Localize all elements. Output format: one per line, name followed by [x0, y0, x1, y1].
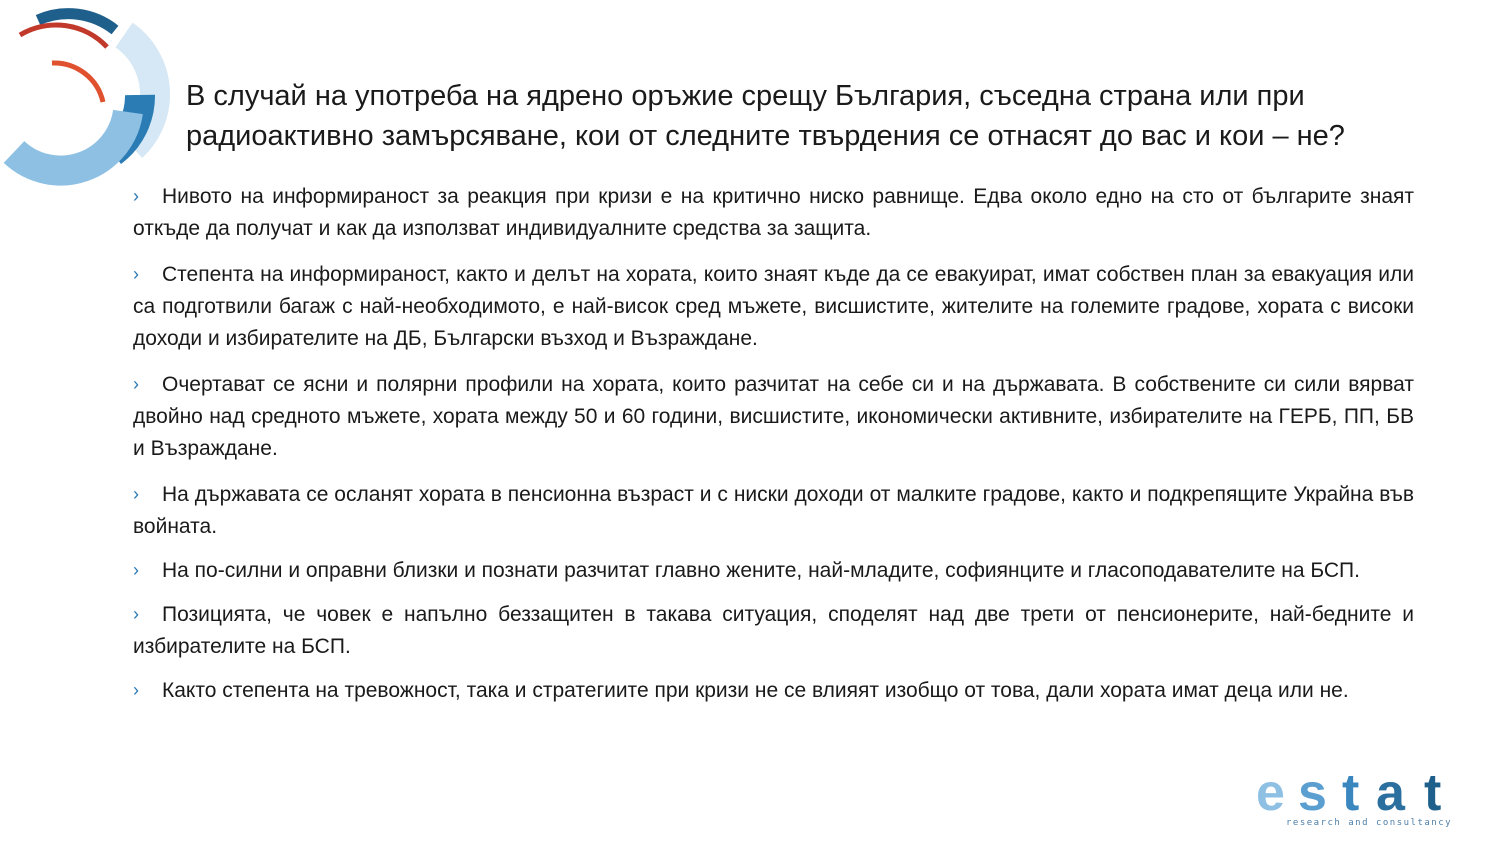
estat-wordmark [1256, 770, 1476, 820]
bullet-text: Степента на информираност, както и делът на хората, които знаят къде да се евакуират, имат собствен план за евакуация или са подготвили багаж с най-необходимото, е най-висок сред мъжете, висшистите, жителите на големите градове, хората с високи доходи и избирателите на ДБ, Български възход и Възраждане. [133, 263, 1414, 350]
bullet-item [133, 554, 1414, 587]
chevron-right-icon: › [133, 680, 139, 700]
bullet-item [133, 180, 1414, 245]
logo-letter-t2: t [1424, 770, 1442, 820]
bullet-item [133, 674, 1414, 707]
bullet-text: Нивото на информираност за реакция при кризи е на критично ниско равнище. Едва около едно на сто от българите знаят откъде да получат и как да използват индивидуалните средства за защита. [133, 185, 1414, 240]
arc-red [20, 25, 107, 47]
bullet-text: Очертават се ясни и полярни профили на хората, които разчитат на себе си и на държавата. В собствените си сили вярват двойно над средното мъжете, хората между 50 и 60 години, висшистите, икономически активните, избирателите на ГЕРБ, ПП, БВ и Възраждане. [133, 373, 1414, 460]
slide-title: В случай на употреба на ядрено оръжие срещу България, съседна страна или при радиоактивно замърсяване, кои от следните твърдения се отнасят до вас и кои – не? [186, 80, 1345, 152]
chevron-right-icon: › [133, 374, 139, 394]
bullet-item [133, 258, 1414, 355]
chevron-right-icon: › [133, 264, 139, 284]
bullet-item [133, 598, 1414, 663]
bullet-text: На по-силни и оправни близки и познати разчитат главно жените, най-младите, софиянците и гласоподавателите на БСП. [162, 559, 1360, 582]
arc-orange [52, 63, 103, 102]
bullet-item [133, 368, 1414, 465]
bullet-text: Както степента на тревожност, така и стратегиите при кризи не се влияят изобщо от това, дали хората имат деца или не. [162, 679, 1349, 702]
bullet-text: На държавата се осланят хората в пенсионна възраст и с ниски доходи от малките градове, както и подкрепящите Украйна във войната. [133, 483, 1414, 538]
logo-letter-a: a [1376, 770, 1405, 820]
estat-logo [1256, 770, 1476, 834]
logo-letter-t: t [1342, 770, 1360, 820]
logo-letter-s: s [1298, 770, 1327, 820]
decorative-arc-logo [0, 0, 170, 200]
brand-tagline: research and consultancy [1286, 818, 1453, 828]
chevron-right-icon: › [133, 484, 139, 504]
chevron-right-icon: › [133, 186, 139, 206]
logo-letter-e: e [1256, 770, 1285, 820]
arc-light-blue [14, 112, 128, 171]
bullet-text: Позицията, че човек е напълно беззащитен в такава ситуация, споделят над две трети от пенсионерите, най-бедните и избирателите на БСП. [133, 603, 1414, 658]
chevron-right-icon: › [133, 604, 139, 624]
chevron-right-icon: › [133, 560, 139, 580]
bullet-list [133, 180, 1414, 718]
bullet-item [133, 478, 1414, 543]
